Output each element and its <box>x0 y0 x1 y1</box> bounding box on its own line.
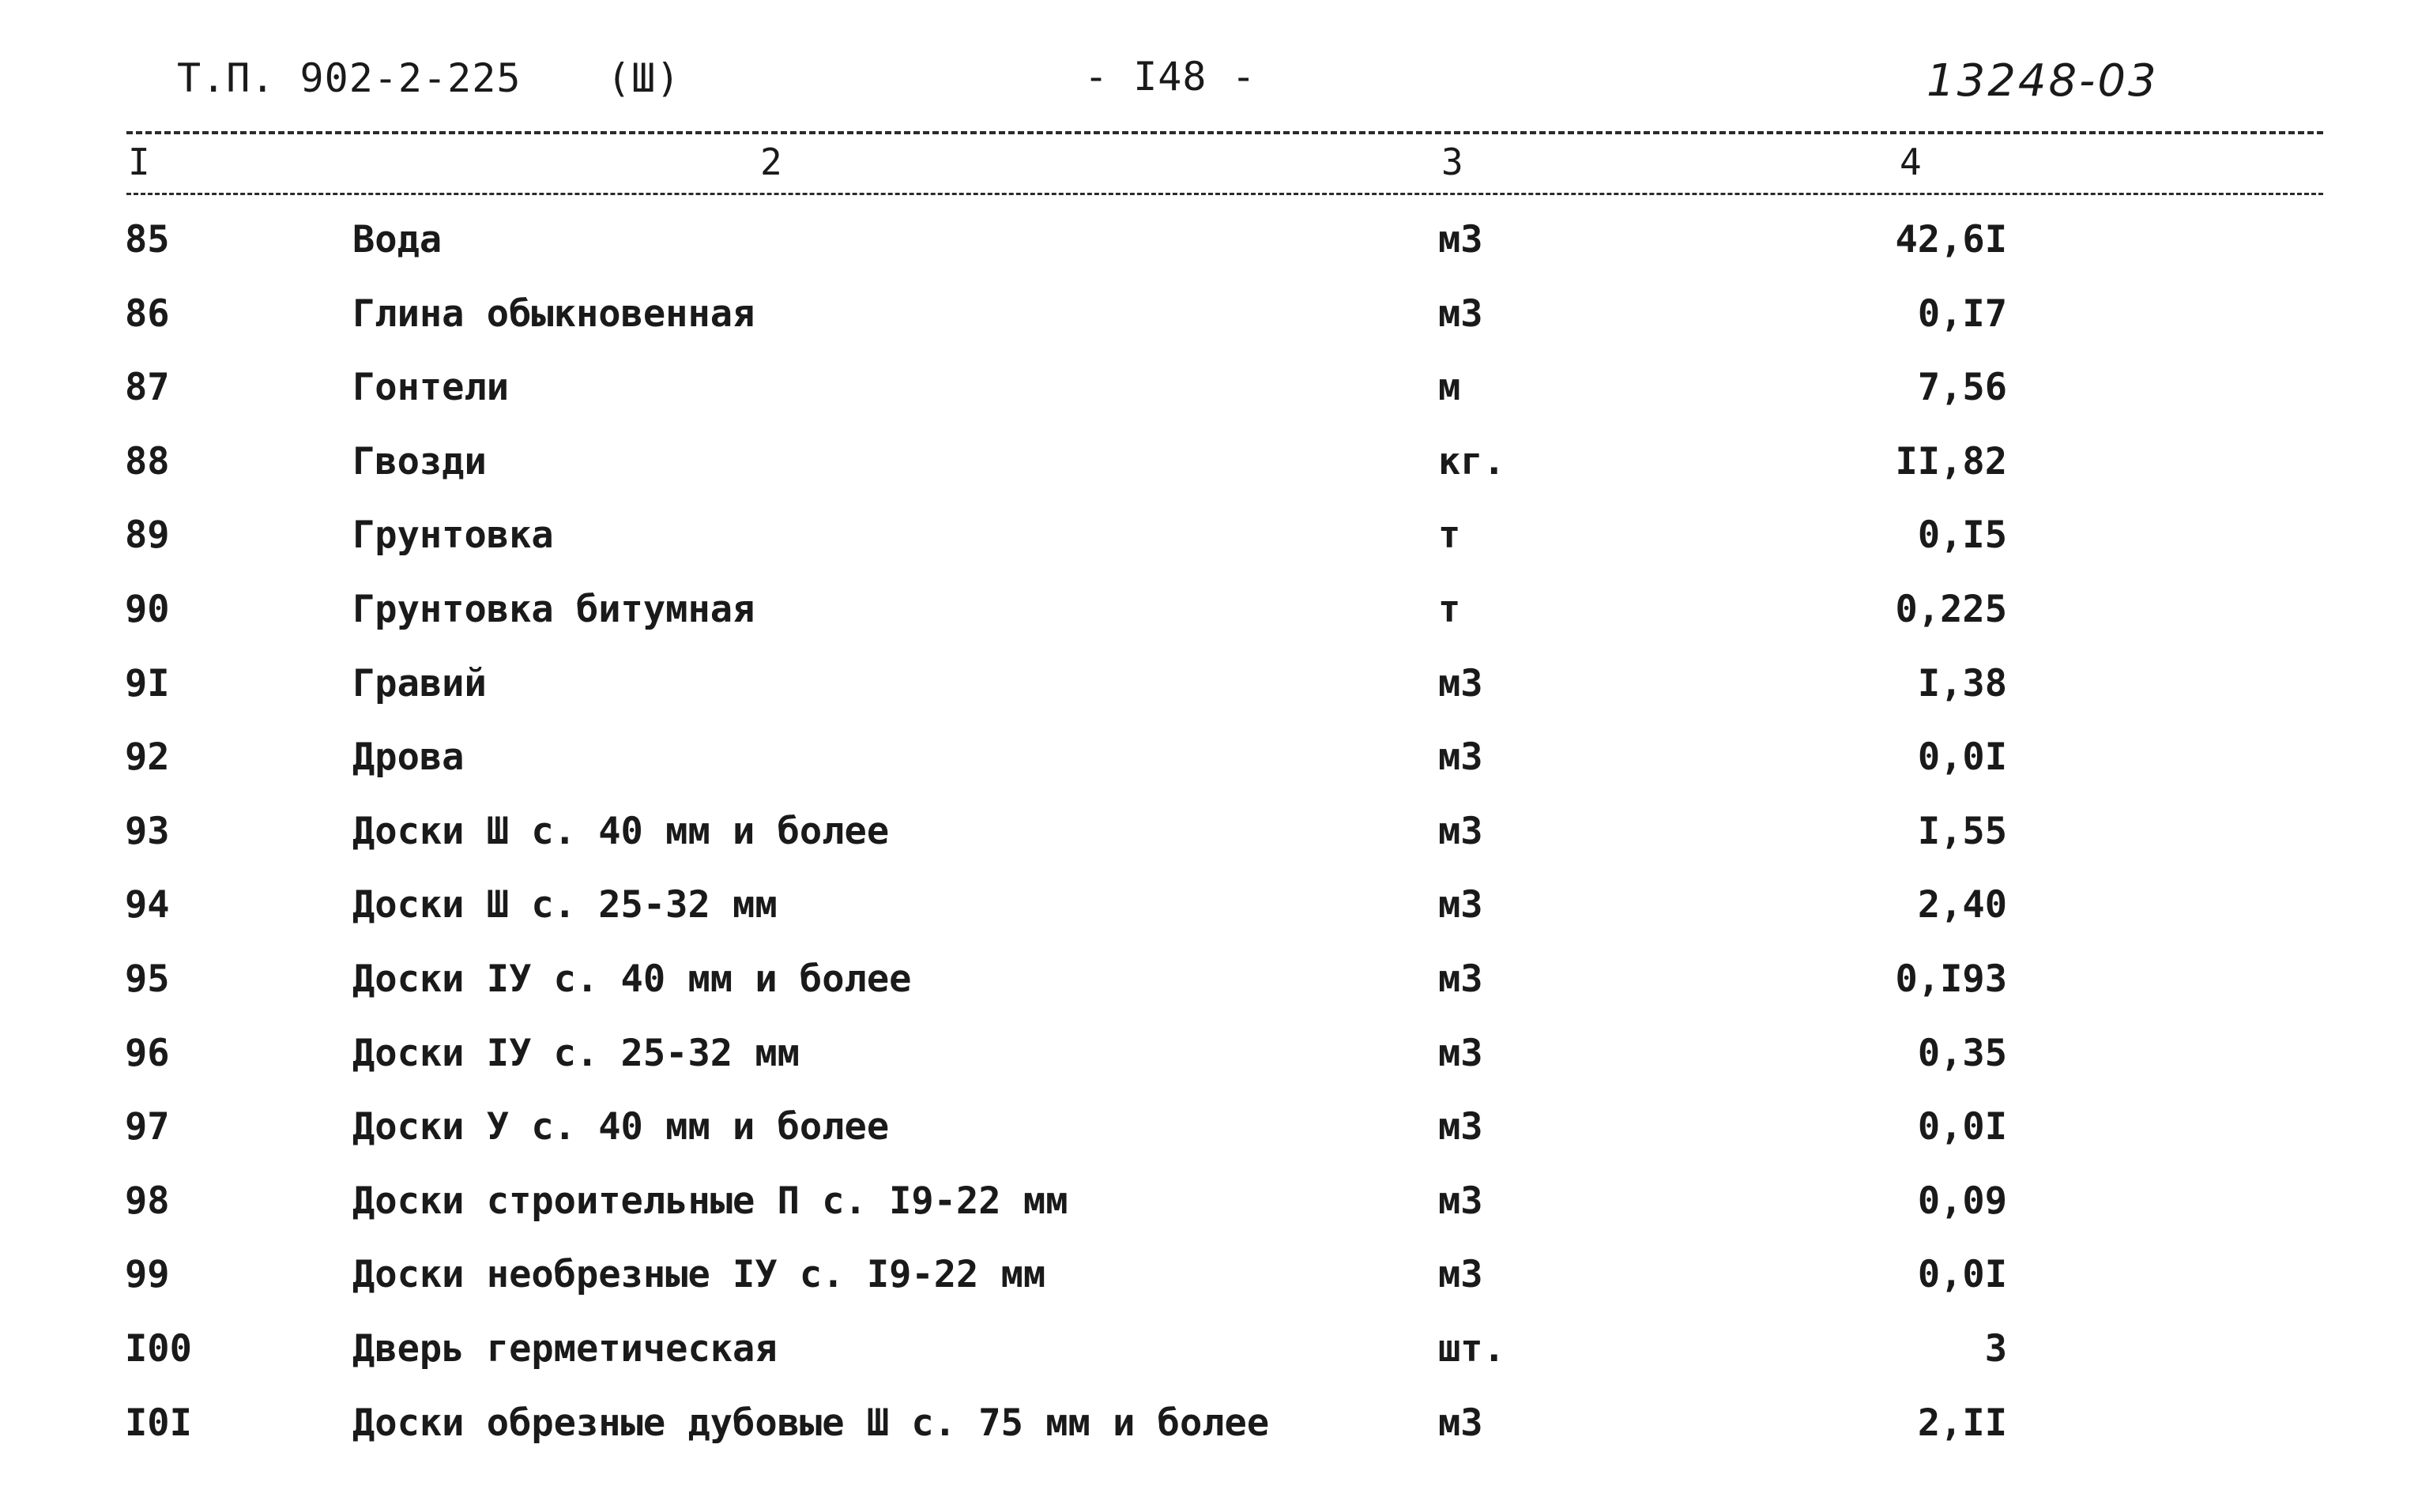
row-number: 9I <box>125 662 170 705</box>
quantity: 7,56 <box>1917 366 2007 409</box>
unit: кг. <box>1438 440 1505 483</box>
table-row <box>0 883 2418 956</box>
material-name: Доски У с. 40 мм и более <box>352 1105 890 1149</box>
material-name: Доски IУ с. 25-32 мм <box>352 1032 800 1075</box>
quantity: 0,I7 <box>1917 292 2007 336</box>
material-name: Дверь герметическая <box>352 1327 778 1371</box>
quantity: I,38 <box>1917 662 2007 705</box>
row-number: 99 <box>125 1253 170 1296</box>
row-number: 97 <box>125 1105 170 1149</box>
unit: м3 <box>1438 1401 1483 1445</box>
material-name: Гвозди <box>352 440 487 483</box>
top-rule <box>126 131 2323 134</box>
table-row <box>0 440 2418 513</box>
material-name: Доски обрезные дубовые Ш с. 75 мм и более <box>352 1401 1270 1445</box>
table-row <box>0 810 2418 882</box>
table-row <box>0 292 2418 365</box>
quantity: 0,09 <box>1917 1179 2007 1223</box>
material-name: Вода <box>352 218 443 261</box>
unit: м3 <box>1438 662 1483 705</box>
quantity: 2,40 <box>1917 883 2007 927</box>
quantity: 0,0I <box>1917 1105 2007 1149</box>
quantity: 0,I93 <box>1895 957 2007 1001</box>
row-number: 95 <box>125 957 170 1001</box>
quantity: 0,225 <box>1895 588 2007 631</box>
table-row <box>0 366 2418 438</box>
quantity: 0,0I <box>1917 1253 2007 1296</box>
unit: м3 <box>1438 292 1483 336</box>
unit: м3 <box>1438 1032 1483 1075</box>
row-number: 96 <box>125 1032 170 1075</box>
material-name: Доски Ш с. 25-32 мм <box>352 883 778 927</box>
unit: м3 <box>1438 810 1483 853</box>
column-header-2: 2 <box>760 141 782 183</box>
row-number: 89 <box>125 513 170 557</box>
table-row <box>0 1179 2418 1252</box>
material-name: Грунтовка битумная <box>352 588 755 631</box>
row-number: 86 <box>125 292 170 336</box>
page-number: - I48 - <box>1084 54 1256 100</box>
unit: м3 <box>1438 957 1483 1001</box>
quantity: 0,0I <box>1917 735 2007 779</box>
unit: м3 <box>1438 883 1483 927</box>
row-number: 85 <box>125 218 170 261</box>
unit: м3 <box>1438 1253 1483 1296</box>
row-number: I0I <box>125 1401 192 1445</box>
material-name: Грунтовка <box>352 513 554 557</box>
section-number: (Ш) <box>607 55 681 101</box>
column-header-3: 3 <box>1441 141 1463 183</box>
table-row <box>0 735 2418 808</box>
quantity: II,82 <box>1895 440 2007 483</box>
table-row <box>0 662 2418 735</box>
table-row <box>0 1105 2418 1178</box>
table-row <box>0 957 2418 1030</box>
row-number: 98 <box>125 1179 170 1223</box>
quantity: 3 <box>1984 1327 2007 1371</box>
handwritten-code: 13248-03 <box>1926 55 2159 107</box>
column-header-4: 4 <box>1900 141 1922 183</box>
row-number: I00 <box>125 1327 192 1371</box>
quantity: I,55 <box>1917 810 2007 853</box>
column-header-1: I <box>128 141 150 183</box>
row-number: 92 <box>125 735 170 779</box>
material-name: Гравий <box>352 662 487 705</box>
unit: м3 <box>1438 218 1483 261</box>
row-number: 87 <box>125 366 170 409</box>
unit: м <box>1438 366 1461 409</box>
material-name: Доски необрезные IУ с. I9-22 мм <box>352 1253 1046 1296</box>
material-name: Доски IУ с. 40 мм и более <box>352 957 912 1001</box>
unit: м3 <box>1438 1105 1483 1149</box>
table-row <box>0 588 2418 660</box>
unit: т <box>1438 588 1461 631</box>
table-row <box>0 1401 2418 1474</box>
table-row <box>0 513 2418 586</box>
material-name: Дрова <box>352 735 465 779</box>
table-row <box>0 1327 2418 1400</box>
table-row <box>0 218 2418 291</box>
unit: м3 <box>1438 735 1483 779</box>
row-number: 88 <box>125 440 170 483</box>
material-name: Гонтели <box>352 366 510 409</box>
unit: м3 <box>1438 1179 1483 1223</box>
row-number: 90 <box>125 588 170 631</box>
quantity: 42,6I <box>1895 218 2007 261</box>
material-name: Доски строительные П с. I9-22 мм <box>352 1179 1068 1223</box>
quantity: 0,I5 <box>1917 513 2007 557</box>
quantity: 2,II <box>1917 1401 2007 1445</box>
table-row <box>0 1032 2418 1104</box>
quantity: 0,35 <box>1917 1032 2007 1075</box>
row-number: 93 <box>125 810 170 853</box>
row-number: 94 <box>125 883 170 927</box>
material-name: Доски Ш с. 40 мм и более <box>352 810 890 853</box>
unit: т <box>1438 513 1461 557</box>
material-name: Глина обыкновенная <box>352 292 755 336</box>
table-row <box>0 1253 2418 1326</box>
header-rule <box>126 193 2323 195</box>
unit: шт. <box>1438 1327 1505 1371</box>
document-reference: Т.П. 902-2-225 <box>177 55 522 101</box>
